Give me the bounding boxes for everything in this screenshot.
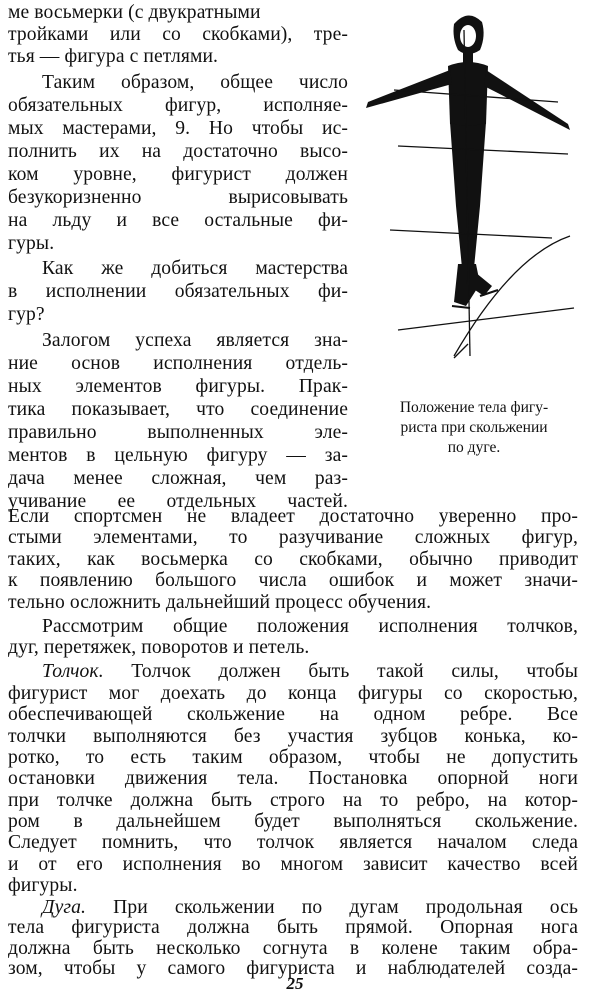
text-line: тройками или со скобками), тре- (8, 24, 348, 45)
text-line: остановки движения тела. Постановка опорной ноги (8, 768, 578, 790)
text-line: фигурист мог доехать до конца фигуры со скоростью, (8, 682, 578, 704)
figure-caption-line: Положение тела фигу- (399, 399, 549, 416)
text-span: Толчок должен быть такой силы, чтобы (103, 661, 578, 683)
text-line: тика показывает, что соединение (8, 399, 348, 420)
figure-caption-line: риста при скольжении (400, 419, 548, 436)
text-line: ме восьмерки (с двукратными (8, 2, 261, 23)
text-line: к появлению большого числа ошибок и может значи- (8, 570, 578, 592)
text-line: правильно выполненных эле- (8, 422, 348, 443)
text-line: гуры. (8, 233, 55, 254)
text-line: тья — фигура с петлями. (8, 46, 219, 67)
text-line: Таким образом, общее число (42, 72, 348, 93)
text-line: обязательных фигур, исполняе- (8, 95, 348, 116)
text-line: Как же добиться мастерства (42, 258, 348, 279)
text-line: дача менее сложная, чем раз- (8, 468, 348, 489)
text-line: полнить их на достаточно высо- (8, 141, 348, 162)
text-line: и от его исполнения во многом зависит качество всей (8, 853, 578, 875)
text-span: При скольжении по дугам продольная ось (86, 896, 578, 918)
text-line: ротко, то есть таким образом, чтобы не допустить (8, 746, 578, 768)
text-line: фигуры. (8, 875, 78, 897)
figure-caption-line: по дуге. (447, 439, 501, 456)
text-line: должна быть несколько согнута в колене таким обра- (8, 937, 578, 959)
text-line: ром в дальнейшем будет выполняться скольжение. (8, 811, 578, 832)
text-line (42, 897, 578, 919)
text-line: дуг, перетяжек, поворотов и петель. (8, 637, 310, 659)
text-line: обеспечивающей скольжение на одном ребре. Все (8, 704, 578, 726)
text-line: ментов в цельную фигуру — за- (8, 445, 348, 466)
text-line: учивание ее отдельных частей. (8, 491, 348, 512)
text-line: тела фигуриста должна быть прямой. Опорная нога (8, 917, 578, 939)
text-line: ных элементов фигуры. Прак- (8, 376, 348, 397)
text-line: безукоризненно вырисовывать (8, 187, 348, 208)
skater-illustration (362, 6, 578, 381)
text-line: при толчке должна быть строго на то ребро, на котор- (8, 789, 578, 811)
text-line: в исполнении обязательных фи- (8, 281, 348, 302)
term-duga: Дуга. (42, 896, 87, 918)
text-line: стыми элементами, то разучивание сложных фигур, (8, 527, 578, 549)
term-tolchok: Толчок. (42, 661, 104, 683)
text-line: ние основ исполнения отдель- (8, 353, 348, 374)
text-line: Залогом успеха является зна- (42, 330, 348, 351)
text-line: зом, чтобы у самого фигуриста и наблюдателей созда- (8, 958, 578, 979)
text-line: Если спортсмен не владеет достаточно уверенно про- (8, 506, 578, 527)
text-line: на льду и все остальные фи- (8, 210, 348, 231)
text-line: ком уровне, фигурист должен (8, 164, 348, 185)
text-line: Рассмотрим общие положения исполнения толчков, (42, 615, 578, 637)
text-line: мых мастерами, 9. Но чтобы ис- (8, 118, 348, 139)
text-line: таких, как восьмерка со скобками, обычно приводит (8, 548, 578, 570)
text-line: толчки выполняются без участия зубцов конька, ко- (8, 725, 578, 747)
page-number: 25 (286, 974, 304, 993)
text-line: гур? (8, 304, 45, 325)
text-line: Следует помнить, что толчок является началом следа (8, 832, 578, 854)
text-line: тельно осложнить дальнейший процесс обучения. (8, 591, 432, 613)
text-line (42, 661, 578, 683)
